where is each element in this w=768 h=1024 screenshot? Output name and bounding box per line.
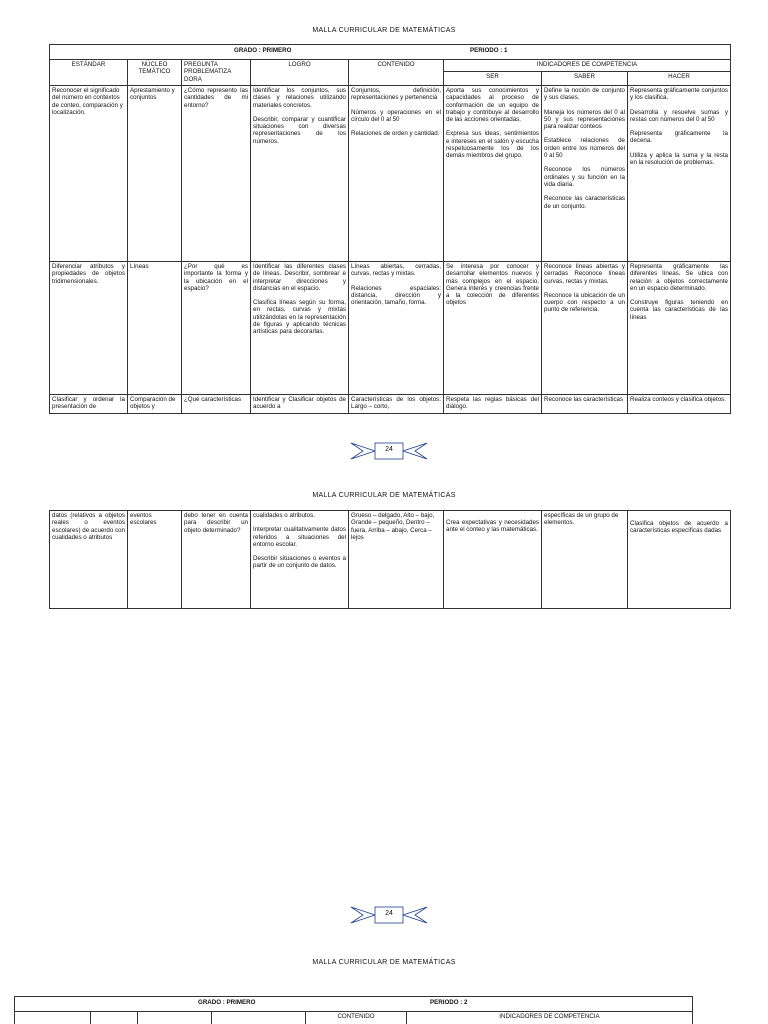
cell-text: Define la noción de conjunto y sus clases. bbox=[544, 87, 625, 102]
cell-saber bbox=[542, 86, 628, 262]
document-title: MALLA CURRICULAR DE MATEMÁTICAS bbox=[312, 959, 456, 966]
table-row bbox=[50, 511, 731, 609]
cell-text: Utiliza y aplica la suma y la resta en la resolución de problemas. bbox=[630, 151, 728, 167]
cell-text: Números y operaciones en el círculo del 0 al 50 bbox=[351, 108, 441, 123]
cell-saber bbox=[542, 262, 628, 395]
header-saber: SABER bbox=[542, 72, 628, 86]
cell-nucleo: Aprestamiento y conjuntos bbox=[128, 86, 182, 262]
page-number: 24 bbox=[385, 910, 393, 917]
header-hacer: HACER bbox=[628, 72, 731, 86]
cell-ser: Respeta las reglas básicas del diálogo. bbox=[444, 395, 542, 414]
cell-hacer: Realiza conteos y clasifica objetos. bbox=[628, 395, 731, 414]
cell-logro bbox=[251, 262, 349, 395]
cell-text: Clasifica líneas según su forma, en rectas, curvas y mixtas utilizándolas en la representación de figuras y aplicando técnicas artísticas para decorarlas. bbox=[253, 299, 346, 336]
cell-estandar: datos (relativos a objetos reales o eventos escolares) de acuerdo con cualidades o atributos bbox=[50, 511, 128, 609]
period-label: PERIODO : 1 bbox=[470, 47, 508, 54]
cell-text: Construye figuras teniendo en cuenta las características de las líneas bbox=[630, 299, 728, 321]
cell-pregunta: ¿Cómo represento las cantidades de mi entorno? bbox=[182, 86, 251, 262]
cell-contenido bbox=[349, 262, 444, 395]
page-number-ornament bbox=[349, 440, 429, 462]
grade-label: GRADO : PRIMERO bbox=[198, 999, 256, 1006]
cell-text: Describir situaciones o eventos a partir de un conjunto de datos. bbox=[253, 555, 346, 570]
header-logro: LOGRO bbox=[251, 60, 349, 86]
cell-text: Reconoce las características de un conjunto. bbox=[544, 195, 625, 210]
header-indicadores: INDICADORES DE COMPETENCIA bbox=[444, 60, 731, 72]
cell-logro bbox=[251, 86, 349, 262]
cell-contenido: Características de los objetos: Largo – corto, bbox=[349, 395, 444, 414]
curriculum-table-period-1 bbox=[49, 44, 731, 414]
cell-nucleo: Líneas bbox=[128, 262, 182, 395]
cell-text: Reconoce los números ordinales y su función en la vida diaria. bbox=[544, 166, 625, 188]
cell-text: Reconoce líneas abiertas y cerradas Reconoce líneas curvas, rectas y mixtas. bbox=[544, 263, 625, 285]
page-number-ornament bbox=[349, 904, 429, 926]
cell-text: Interpretar cualitativamente datos referidos a situaciones del entorno escolar. bbox=[253, 526, 346, 548]
cell-hacer bbox=[628, 86, 731, 262]
cell-text: Identificar los conjuntos, sus clases y relaciones utilizando materiales concretos. bbox=[253, 87, 346, 109]
cell-saber: específicas de un grupo de elementos. bbox=[542, 511, 628, 609]
cell-text: Relaciones de orden y cantidad. bbox=[351, 130, 440, 138]
cell-ser bbox=[444, 262, 542, 395]
cell-text: Líneas abiertas, cerradas, curvas, rectas y mixtas. bbox=[351, 263, 441, 278]
header-contenido: CONTENIDO bbox=[306, 1012, 407, 1024]
header-nucleo: NÚCLEO TEMÁTICO bbox=[128, 60, 182, 86]
header-contenido: CONTENIDO bbox=[349, 60, 444, 86]
cell-estandar: Reconocer el significado del número en contextos de conteo, comparación y localización. bbox=[50, 86, 128, 262]
cell-text: Reconoce la ubicación de un cuerpo con respecto a un punto de referencia. bbox=[544, 291, 625, 314]
header-pregunta bbox=[138, 1012, 212, 1024]
cell-logro bbox=[251, 511, 349, 609]
cell-hacer: Clasifica objetos de acuerdo a características específicas dadas bbox=[628, 511, 731, 609]
cell-text: Expresa sus ideas, sentimientos e intereses en el salón y escucha respetuosamente los de los demás miembros del grupo. bbox=[446, 130, 539, 160]
cell-text: Se interesa por conocer y desarrollar elementos nuevos y más complejos en el espacio. Genera interés y creencias frente a la colección de diferentes objetos bbox=[446, 263, 539, 307]
cell-ser: Crea expectativas y necesidades ante el conteo y las matemáticas. bbox=[444, 511, 542, 609]
table-row bbox=[50, 395, 731, 414]
cell-text: Identificar las diferentes clases de líneas. Describir, sombrear e interpretar direcciones y distancias en el espacio. bbox=[253, 263, 346, 292]
header-logro bbox=[212, 1012, 306, 1024]
document-title: MALLA CURRICULAR DE MATEMÁTICAS bbox=[312, 492, 456, 499]
table-row bbox=[50, 86, 731, 262]
cell-contenido bbox=[349, 86, 444, 262]
cell-text: Establece relaciones de orden entre los números del 0 al 50 bbox=[544, 137, 625, 160]
page-number: 24 bbox=[385, 446, 393, 453]
table-row bbox=[50, 262, 731, 395]
curriculum-table-continuation bbox=[49, 510, 731, 609]
header-ser: SER bbox=[444, 72, 542, 86]
grade-period-header bbox=[50, 45, 731, 60]
header-estandar: ESTÁNDAR bbox=[50, 60, 128, 86]
cell-logro: Identificar y Clasificar objetos de acuerdo a bbox=[251, 395, 349, 414]
cell-text: Aporta sus conocimientos y capacidades al proceso de conformación de un equipo de trabajo y contribuye al desarrollo de las acciones orientadas. bbox=[446, 87, 539, 124]
cell-pregunta: debo tener en cuenta para describir un objeto determinado? bbox=[182, 511, 251, 609]
cell-contenido: Grueso – delgado, Alto – bajo, Grande – pequeño, Dentro – fuera, Arriba – abajo, Cerca – lejos bbox=[349, 511, 444, 609]
header-estandar bbox=[15, 1012, 91, 1024]
cell-estandar: Clasificar y ordenar la presentación de bbox=[50, 395, 128, 414]
cell-text: cualidades o atributos. bbox=[253, 512, 315, 519]
cell-nucleo: eventos escolares bbox=[128, 511, 182, 609]
cell-text: Representa gráficamente la decena. bbox=[630, 130, 728, 145]
header-nucleo bbox=[91, 1012, 138, 1024]
cell-text: Representa gráficamente conjuntos y los clasifica. bbox=[630, 87, 728, 102]
header-pregunta: PREGUNTA PROBLEMATIZA DORA bbox=[182, 60, 251, 86]
header-indicadores: INDICADORES DE COMPETENCIA bbox=[407, 1012, 693, 1024]
period-label: PERIODO : 2 bbox=[430, 999, 468, 1006]
cell-ser bbox=[444, 86, 542, 262]
grade-period-header bbox=[15, 997, 693, 1012]
cell-text: Relaciones espaciales: distancia, dirección y orientación, tamaño, forma. bbox=[351, 284, 441, 307]
cell-text: Representa gráficamente las diferentes líneas. Se ubica con relación a objetos correctamente en un espacio determinado. bbox=[630, 263, 728, 292]
cell-text: Desarrolla y resuelve sumas y restas con números del 0 al 50 bbox=[630, 108, 728, 123]
cell-pregunta: ¿Qué características bbox=[182, 395, 251, 414]
document-title: MALLA CURRICULAR DE MATEMÁTICAS bbox=[312, 27, 456, 34]
cell-text: Describir, comparar y cuantificar situaciones con diversas representaciones de los números. bbox=[253, 115, 346, 145]
cell-nucleo: Comparación de objetos y bbox=[128, 395, 182, 414]
cell-estandar: Diferenciar atributos y propiedades de objetos tridimensionales. bbox=[50, 262, 128, 395]
cell-text: Maneja los números del 0 al 50 y sus representaciones para realizar conteos bbox=[544, 108, 625, 131]
cell-pregunta: ¿Por qué es importante la forma y la ubicación en el espacio? bbox=[182, 262, 251, 395]
cell-hacer bbox=[628, 262, 731, 395]
cell-text: Conjuntos, definición, representaciones y pertenencia bbox=[351, 87, 441, 102]
curriculum-table-period-2 bbox=[14, 996, 693, 1024]
cell-saber: Reconoce las características bbox=[542, 395, 628, 414]
grade-label: GRADO : PRIMERO bbox=[234, 47, 292, 54]
